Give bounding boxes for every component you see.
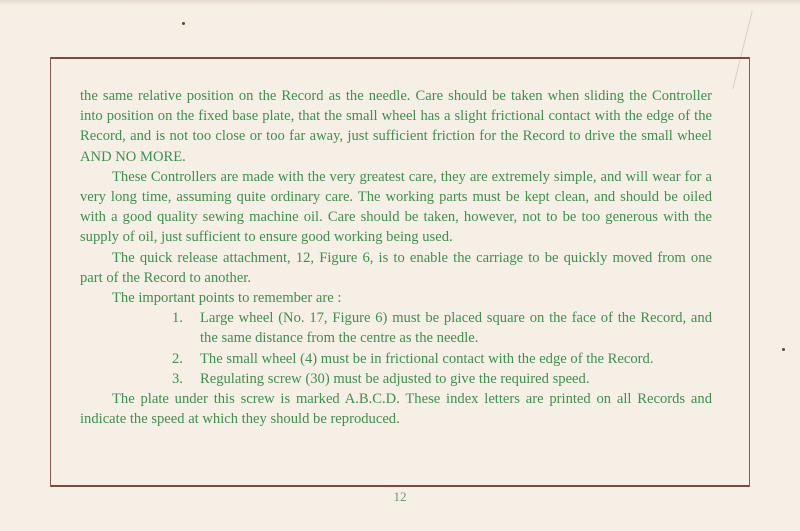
list-item — [172, 369, 712, 389]
list-text: The small wheel (4) must be in frictional contact with the edge of the Record. — [200, 350, 654, 367]
paragraph-1: the same relative position on the Record as the needle. Care should be taken when sliding the Controller into position on the fixed base plate, that the small wheel has a slight frictional contact with the edge of the Record, and is not too close or too far away, just sufficient friction for the Record to drive the small wheel AND NO MORE. — [80, 88, 712, 165]
paragraph-3: The quick release attachment, 12, Figure 6, is to enable the carriage to be quickly moved from one part of the Record to another. — [80, 249, 712, 286]
list-item — [172, 308, 712, 348]
closing-paragraph: The plate under this screw is marked A.B.C.D. These index letters are printed on all Records and indicate the speed at which they should be reproduced. — [80, 391, 712, 428]
list-number: 2. — [172, 350, 183, 367]
paper-speck — [182, 22, 185, 25]
list-item — [172, 349, 712, 369]
body-text — [80, 86, 712, 429]
paragraph-2: These Controllers are made with the very greatest care, they are extremely simple, and will wear for a very long time, assuming quite ordinary care. The working parts must be kept clean, and should be oiled with a good quality sewing machine oil. Care should be taken, however, not to be too generous with the supply of oil, just sufficient to ensure good working being used. — [80, 168, 712, 246]
page-top-edge — [0, 0, 800, 6]
list-text: Regulating screw (30) must be adjusted to give the required speed. — [200, 370, 590, 387]
paragraph-4: The important points to remember are : — [112, 290, 342, 307]
list-text: Large wheel (No. 17, Figure 6) must be placed square on the face of the Record, and the same distance from the centre as the needle. — [200, 310, 712, 347]
page-number: 12 — [393, 489, 407, 504]
list-number: 1. — [172, 310, 183, 327]
list-number: 3. — [172, 370, 183, 387]
paper-speck — [782, 348, 785, 351]
